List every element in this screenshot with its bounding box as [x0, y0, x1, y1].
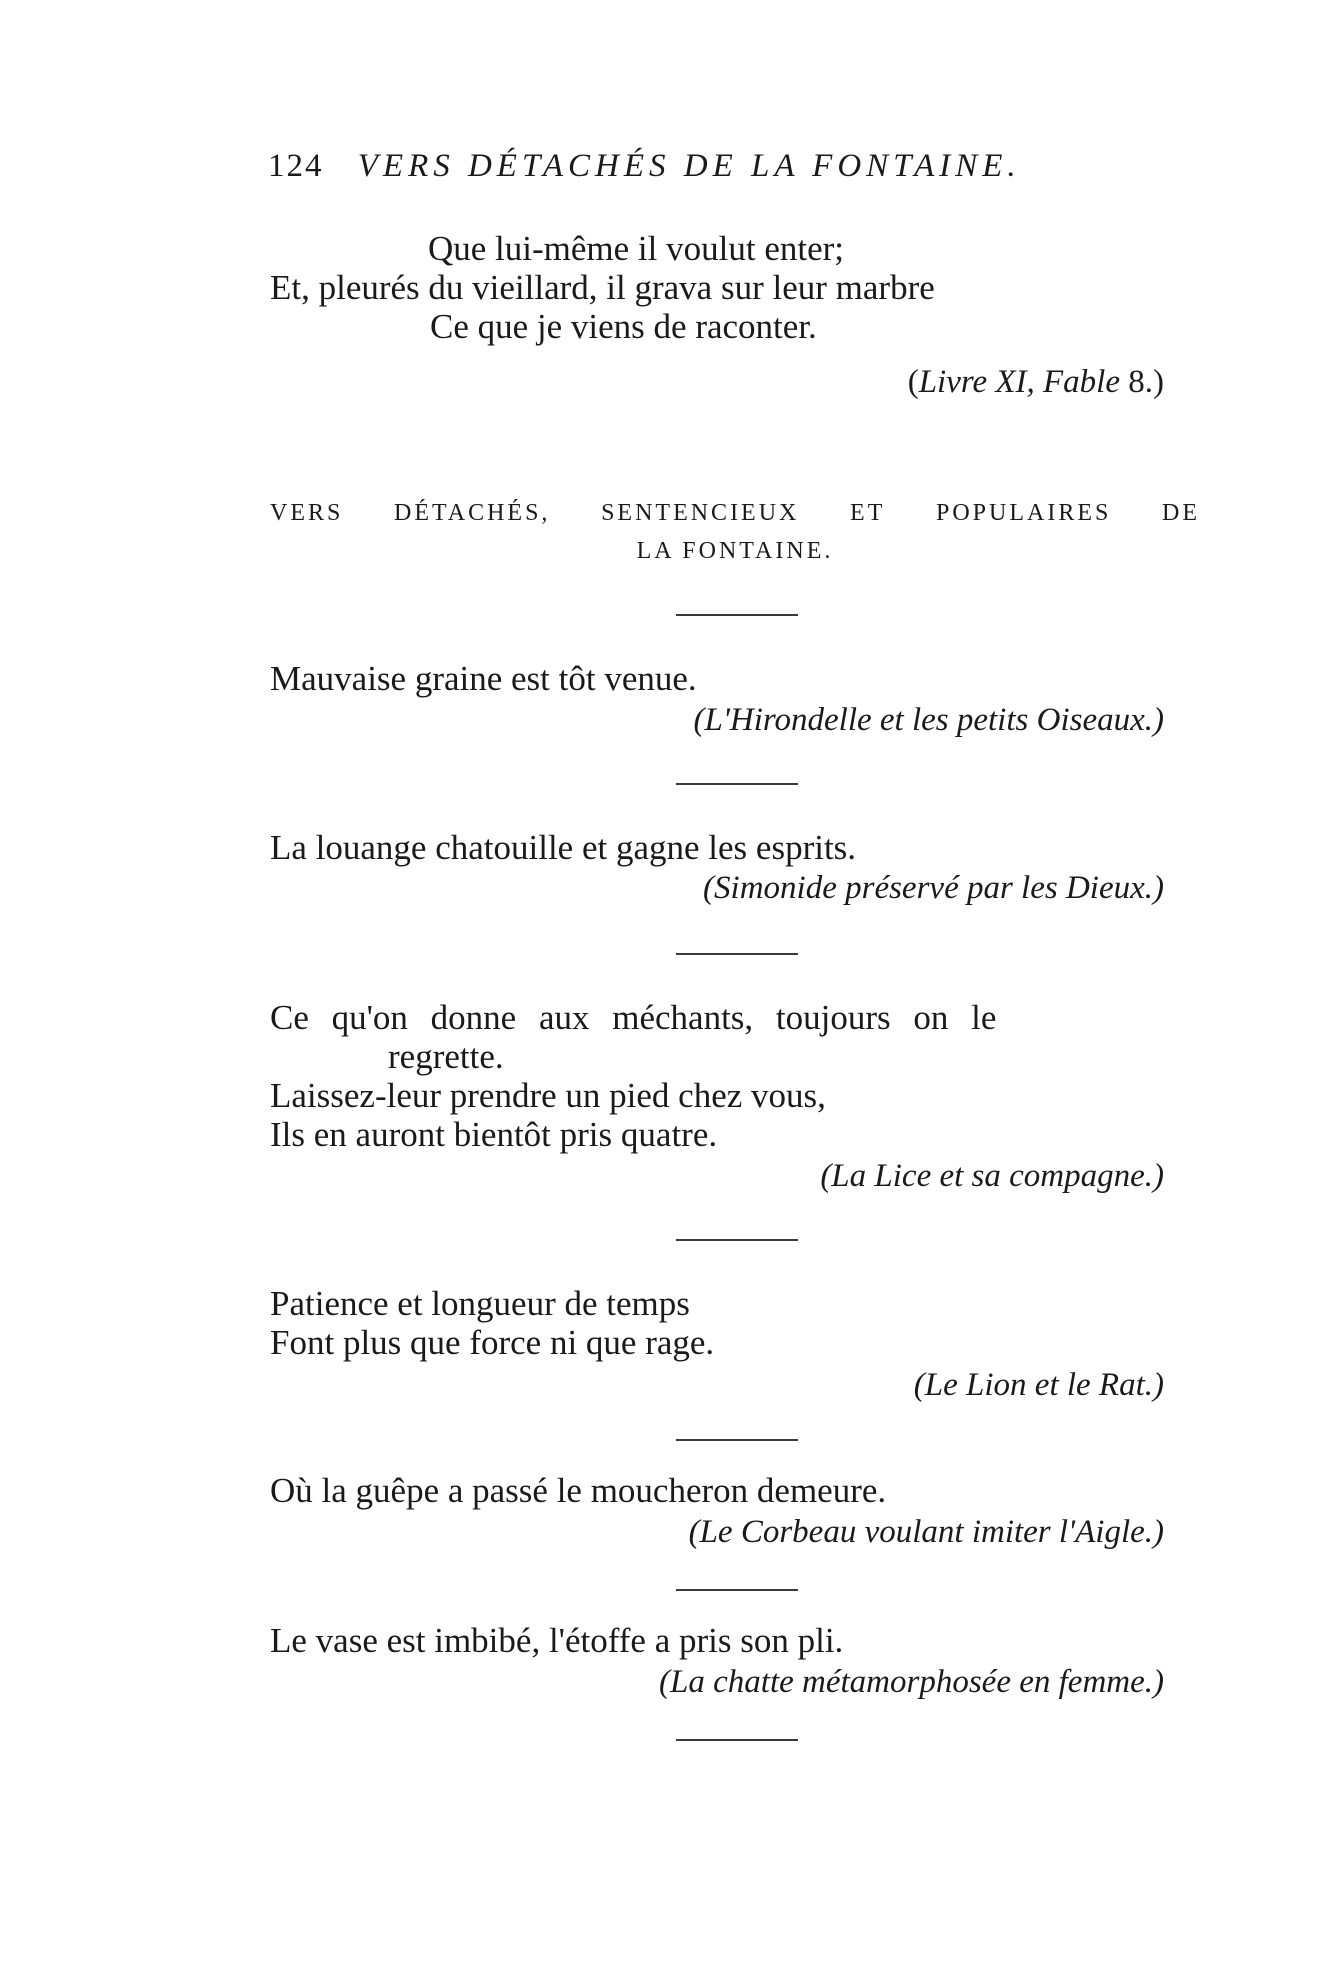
section-title-word: VERS	[270, 500, 344, 526]
page-number: 124	[268, 148, 324, 184]
source-citation: (La chatte métamorphosée en femme.)	[659, 1664, 1164, 1700]
separator-rule	[676, 1589, 798, 1591]
source-citation: (La Lice et sa compagne.)	[820, 1158, 1164, 1194]
source-citation: (Simonide préservé par les Dieux.)	[703, 870, 1164, 906]
source-citation: (L'Hirondelle et les petits Oiseaux.)	[693, 702, 1164, 738]
verse-line: Laissez-leur prendre un pied chez vous,	[270, 1076, 826, 1115]
verse-line: Et, pleurés du vieillard, il grava sur leur marbre	[270, 268, 935, 307]
verse-line: Ce que je viens de raconter.	[430, 307, 817, 346]
verse-line: Ils en auront bientôt pris quatre.	[270, 1115, 718, 1154]
section-title-word: DÉTACHÉS,	[394, 500, 551, 526]
section-title	[270, 494, 1200, 570]
verse-line: La louange chatouille et gagne les esprits.	[270, 828, 857, 867]
section-title-word: POPULAIRES	[936, 500, 1112, 526]
source-paren: (	[907, 364, 919, 400]
verse-line: regrette.	[388, 1037, 504, 1076]
verse-line: Font plus que force ni que rage.	[270, 1323, 715, 1362]
source-citation: (Le Lion et le Rat.)	[913, 1367, 1164, 1403]
section-title-word: ET	[850, 500, 886, 526]
source-citation: (Le Corbeau voulant imiter l'Aigle.)	[688, 1514, 1164, 1550]
section-title-word: DE	[1162, 500, 1200, 526]
source-citation	[908, 364, 1164, 401]
separator-rule	[676, 614, 798, 616]
verse-line: Mauvaise graine est tôt venue.	[270, 659, 697, 698]
separator-rule	[676, 1439, 798, 1441]
verse-line: Patience et longueur de temps	[270, 1284, 690, 1323]
separator-rule	[676, 1239, 798, 1241]
section-title-word: SENTENCIEUX	[601, 500, 800, 526]
separator-rule	[676, 783, 798, 785]
running-head	[268, 148, 1021, 185]
section-title-line-2: LA FONTAINE.	[636, 538, 834, 564]
source-book-fable: Livre XI, Fable	[918, 364, 1120, 400]
separator-rule	[676, 953, 798, 955]
section-title-line-1	[270, 494, 1200, 532]
verse-line: Ce qu'on donne aux méchants, toujours on le	[270, 998, 997, 1037]
verse-line: Que lui-même il voulut enter;	[428, 229, 845, 268]
source-fable-number: 8.)	[1120, 364, 1164, 400]
verse-line: Où la guêpe a passé le moucheron demeure.	[270, 1471, 887, 1510]
running-head-title: VERS DÉTACHÉS DE LA FONTAINE.	[357, 148, 1021, 184]
separator-rule	[676, 1739, 798, 1741]
verse-line: Le vase est imbibé, l'étoffe a pris son pli.	[270, 1621, 844, 1660]
